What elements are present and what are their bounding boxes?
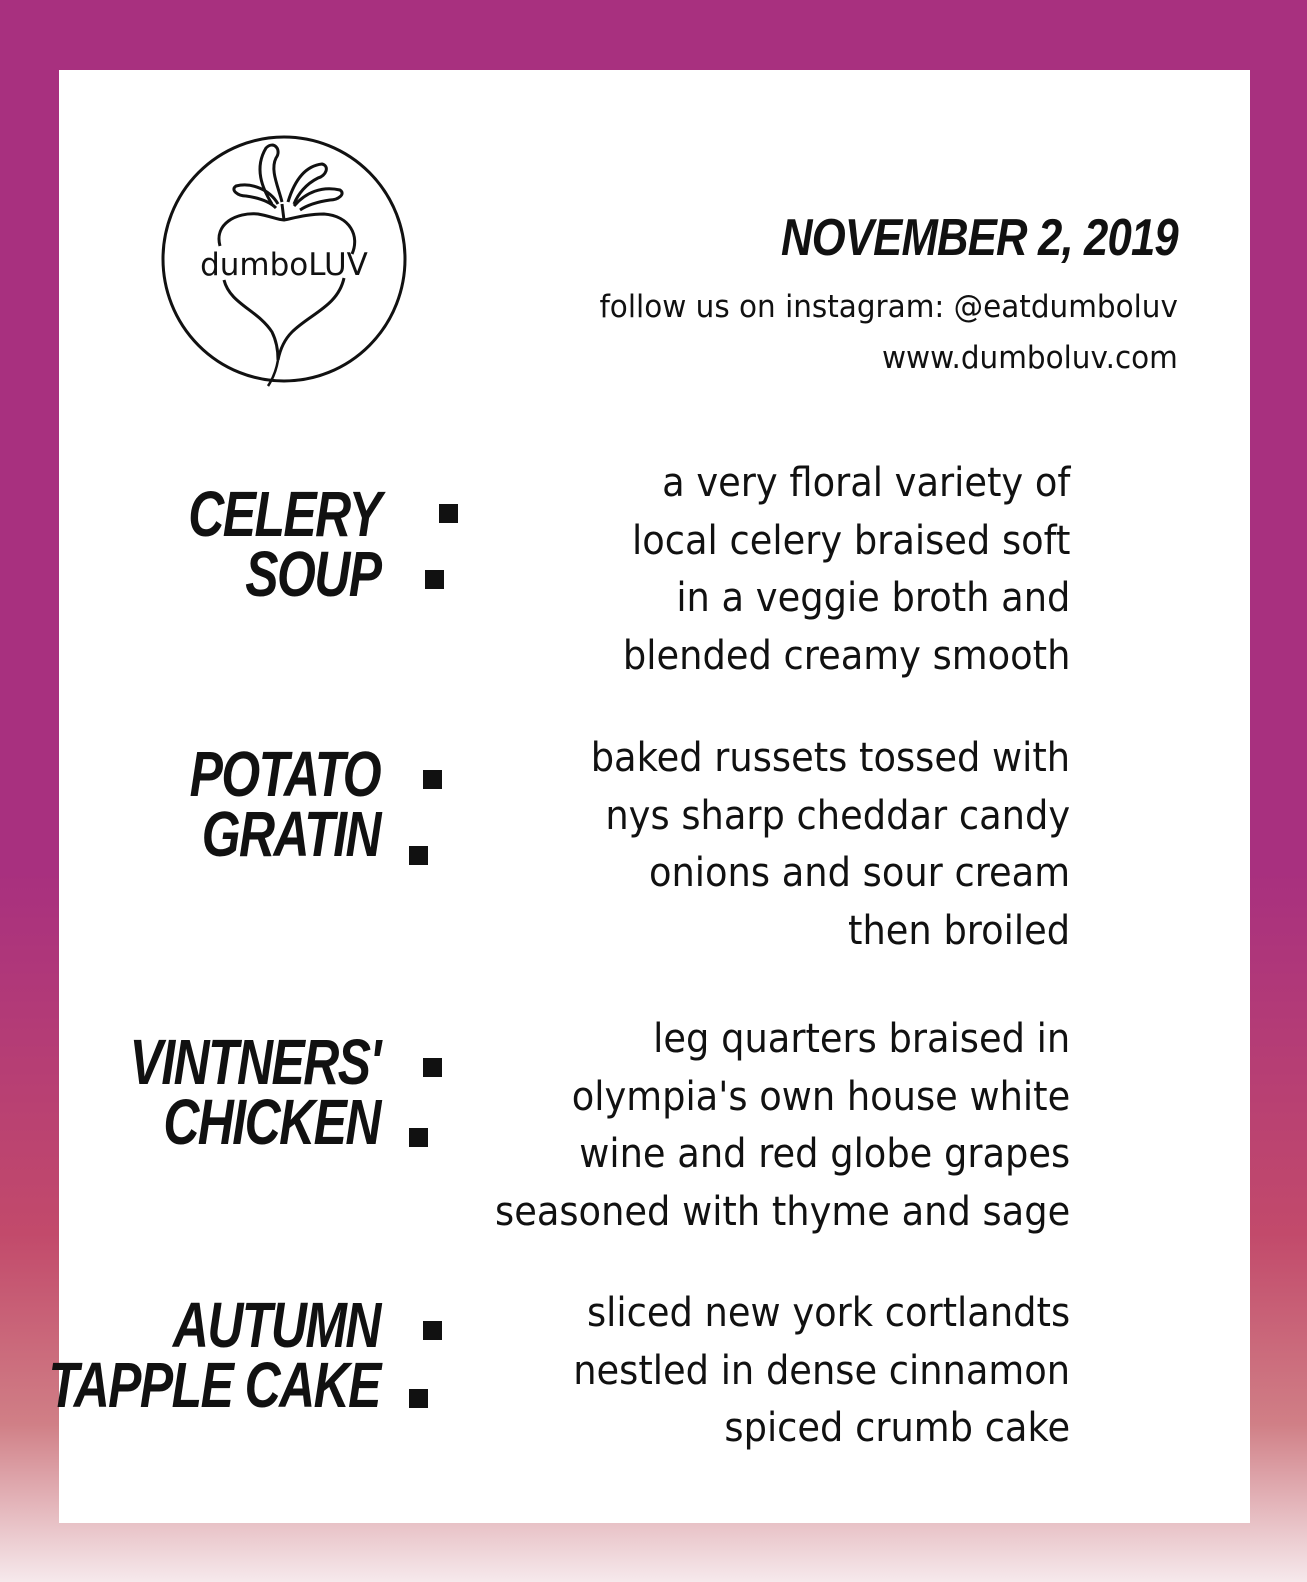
dish-description [584,455,1070,685]
description-line: then broiled [847,907,1070,954]
dish-name-line: AUTUMN [173,1289,380,1361]
logo-text: dumboLUV [200,247,368,283]
menu-date: NOVEMBER 2, 2019 [781,209,1178,267]
beet-icon [154,128,414,390]
dish-name-line: SOUP [244,538,380,610]
dish-name-line: POTATO [189,738,380,810]
dish-description [549,730,1070,960]
dish-description [530,1285,1070,1458]
description-line: baked russets tossed with [590,735,1070,781]
description-line: blended creamy smooth [622,632,1070,679]
description-line: nys sharp cheddar candy [605,792,1070,839]
description-line: local celery braised soft [631,517,1070,564]
description-line: spiced crumb cake [724,1405,1070,1451]
description-line: onions and sour cream [648,850,1070,896]
description-line: a very floral variety of [661,460,1070,506]
dish-name-line: GRATIN [201,798,380,870]
instagram-line: follow us on instagram: @eatdumboluv [599,289,1178,325]
description-line: seasoned with thyme and sage [494,1188,1070,1235]
dish-name [134,478,380,610]
dish-name-line: VINTNERS' [129,1026,380,1098]
description-line: in a veggie broth and [675,575,1070,621]
dish-name [0,1289,380,1421]
dumboluv-logo [154,128,414,390]
dish-name [59,1026,380,1158]
description-line: nestled in dense cinnamon [573,1347,1070,1394]
description-line: leg quarters braised in [652,1016,1070,1062]
dish-name-line: CHICKEN [163,1086,380,1158]
description-line: olympia's own house white [571,1073,1070,1120]
description-line: sliced new york cortlandts [586,1290,1070,1336]
dish-name-line: TAPPLE CAKE [48,1349,380,1421]
description-line: wine and red globe grapes [579,1131,1070,1177]
header [569,208,1178,384]
dish-name [136,738,380,870]
menu-card [48,70,1250,1523]
dish-description [445,1011,1070,1241]
dish-name-line: CELERY [187,478,380,550]
website-line: www.dumboluv.com [882,340,1178,376]
